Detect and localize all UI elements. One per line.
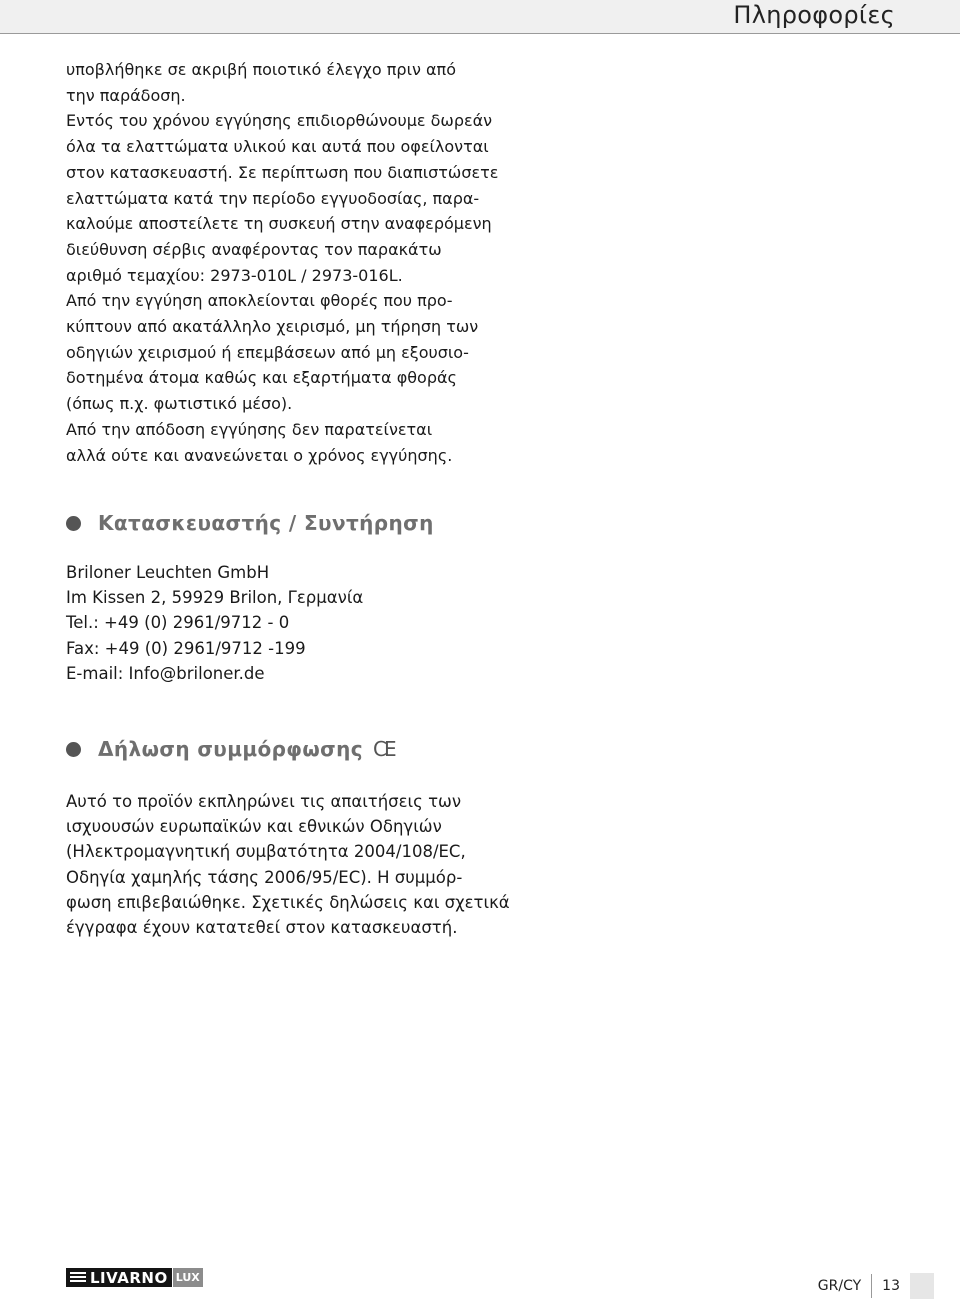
manufacturer-heading-text: Κατασκευαστής / Συντήρηση	[98, 511, 434, 535]
page-tab	[910, 1273, 934, 1299]
text-line: (Ηλεκτρομαγνητική συμβατότητα 2004/108/EC,	[66, 842, 466, 862]
text-line: Εντός του χρόνου εγγύησης επιδιορθώνουμε δωρεάν	[66, 111, 493, 131]
page-number: 13	[882, 1278, 900, 1294]
text-line: φωση επιβεβαιώθηκε. Σχετικές δηλώσεις και σχετικά	[66, 892, 510, 912]
text-line: καλούμε αποστείλετε τη συσκευή στην αναφερόμενη	[66, 214, 492, 234]
logo-main	[66, 1268, 172, 1287]
ce-mark-icon: CE	[373, 737, 394, 761]
page-footer	[818, 1273, 934, 1299]
manufacturer-heading	[66, 511, 434, 535]
address-line: Im Kissen 2, 59929 Brilon, Γερμανία	[66, 588, 364, 608]
text-line: την παράδοση.	[66, 85, 186, 105]
logo-lux: LUX	[173, 1268, 203, 1287]
livarno-lux-logo	[66, 1268, 203, 1287]
address-line: Briloner Leuchten GmbH	[66, 563, 270, 582]
header-band	[0, 0, 960, 34]
text-line: Από την απόδοση εγγύησης δεν παρατείνεται	[66, 419, 433, 439]
text-line: Οδηγία χαμηλής τάσης 2006/95/EC). Η συμμόρ-	[66, 867, 463, 887]
conformity-heading-text: Δήλωση συμμόρφωσης	[98, 737, 364, 761]
text-line: αριθμό τεμαχίου: 2973-010L / 2973-016L.	[66, 265, 403, 285]
text-line: ισχυουσών ευρωπαϊκών και εθνικών Οδηγιών	[66, 817, 442, 837]
text-line: οδηγιών χειρισμού ή επεμβάσεων από μη εξουσιο-	[66, 342, 469, 362]
text-line: όλα τα ελαττώματα υλικού και αυτά που οφείλονται	[66, 137, 489, 157]
text-line: (όπως π.χ. φωτιστικό μέσο).	[66, 394, 293, 414]
address-line: E-mail: Info@briloner.de	[66, 663, 265, 683]
conformity-text	[66, 789, 510, 940]
country-code: GR/CY	[817, 1278, 862, 1294]
text-line: στον κατασκευαστή. Σε περίπτωση που διαπιστώσετε	[66, 162, 499, 182]
text-line: αλλά ούτε και ανανεώνεται ο χρόνος εγγύησης.	[66, 445, 453, 465]
text-line: ελαττώματα κατά την περίοδο εγγυοδοσίας, παρα-	[66, 188, 480, 208]
manufacturer-address	[66, 560, 363, 686]
logo-main-text: LIVARNO	[90, 1268, 168, 1287]
warranty-text	[66, 57, 499, 468]
text-line: κύπτουν από ακατάλληλο χειρισμό, μη τήρηση των	[66, 317, 479, 337]
text-line: έγγραφα έχουν κατατεθεί στον κατασκευαστή.	[66, 918, 458, 938]
conformity-heading	[66, 737, 394, 761]
text-line: διεύθυνση σέρβις αναφέροντας τον παρακάτω	[66, 239, 442, 259]
page-title: Πληροφορίες	[733, 1, 895, 29]
bullet-icon	[66, 516, 81, 531]
text-line: Αυτό το προϊόν εκπληρώνει τις απαιτήσεις των	[66, 792, 462, 811]
logo-stripes-icon	[70, 1272, 86, 1284]
address-line: Fax: +49 (0) 2961/9712 -199	[66, 638, 306, 658]
text-line: υποβλήθηκε σε ακριβή ποιοτικό έλεγχο πριν από	[66, 60, 456, 79]
bullet-icon	[66, 742, 81, 757]
address-line: Tel.: +49 (0) 2961/9712 - 0	[66, 613, 290, 633]
text-line: Από την εγγύηση αποκλείονται φθορές που προ-	[66, 291, 453, 311]
text-line: δοτημένα άτομα καθώς και εξαρτήματα φθοράς	[66, 368, 457, 388]
